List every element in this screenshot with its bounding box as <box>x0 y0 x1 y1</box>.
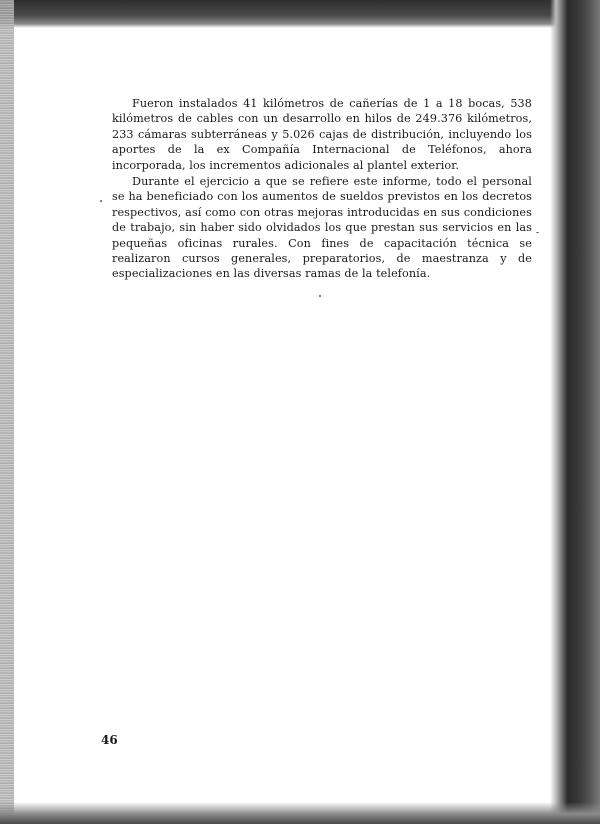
scan-edge-left <box>0 0 14 824</box>
scan-speck <box>319 295 321 297</box>
scan-shadow-right <box>550 0 600 824</box>
body-text <box>112 96 532 283</box>
paragraph-personal: Durante el ejercicio a que se refiere este informe, todo el personal se ha beneficiado con los aumentos de sueldos previstos en los decretos respectivos, así como con otras mejoras introducidas en sus condiciones de trabajo, sin haber sido olvidados los que prestan sus servicios en las pequeñas oficinas rurales. Con fines de capacitación técnica se realizaron cursos generales, preparatorios, de maestranza y de especializaciones en las diversas ramas de la telefonía. <box>112 175 532 281</box>
scan-shadow-bottom <box>0 802 600 824</box>
scan-speck <box>100 200 102 202</box>
page-number: 46 <box>101 733 118 747</box>
scan-speck <box>536 232 539 233</box>
scan-shadow-top <box>0 0 600 28</box>
paragraph-cables: Fueron instalados 41 kilómetros de cañerías de 1 a 18 bocas, 538 kilómetros de cables con un desarrollo en hilos de 249.376 kilómetros, 233 cámaras subterráneas y 5.026 cajas de distribución, incluyendo los aportes de la ex Compañía Internacional de Teléfonos, ahora incorporada, los incrementos adicionales al plantel exterior. <box>112 97 532 172</box>
